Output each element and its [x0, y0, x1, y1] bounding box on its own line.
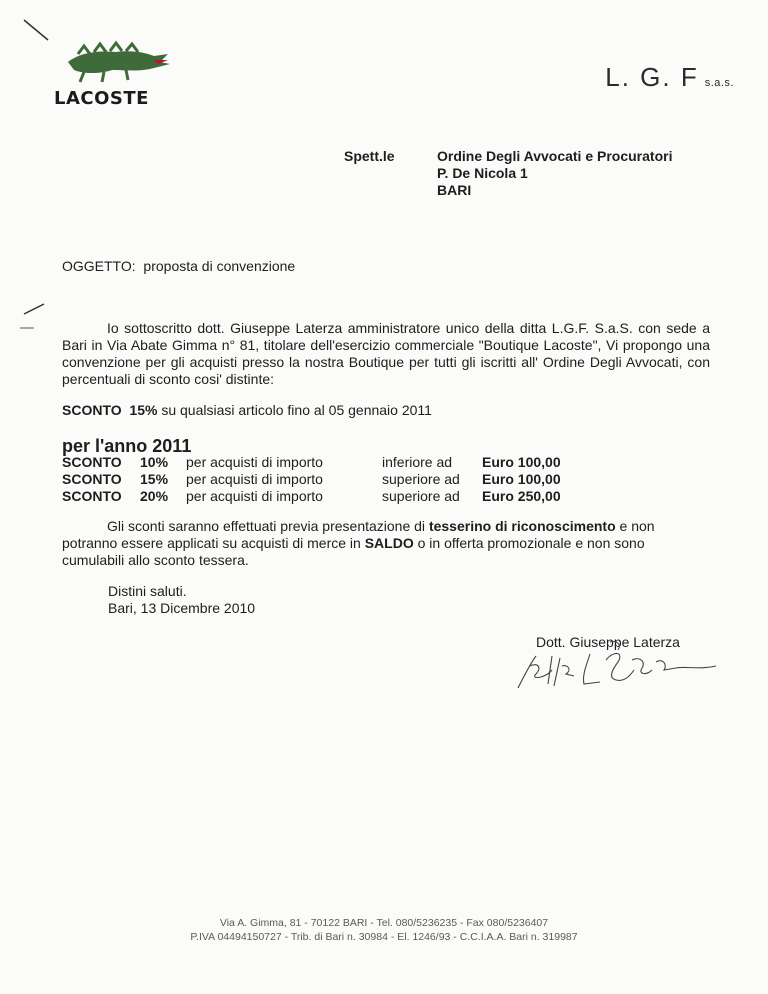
handwritten-signature: [490, 636, 720, 696]
discount-label: SCONTO: [62, 454, 122, 470]
scan-mark: [10, 296, 50, 336]
discount-row: [62, 488, 561, 505]
discount-pct: 10%: [140, 454, 169, 470]
footer: [0, 916, 768, 944]
closing-greeting: Distini saluti.: [108, 583, 187, 599]
discount-label: SCONTO: [62, 471, 122, 487]
logo-text: LACOSTE: [54, 88, 149, 109]
salutation: Spett.le: [344, 148, 395, 164]
discount-condition: superiore ad: [382, 488, 460, 504]
year-heading: per l'anno 2011: [62, 436, 192, 456]
conditions-text: e non potranno essere applicati su acquisti di merce in: [62, 518, 655, 551]
subject-text: proposta di convenzione: [143, 258, 296, 274]
lacoste-logo: [52, 28, 182, 118]
discount-amount: Euro 100,00: [482, 454, 561, 470]
first-discount: [62, 402, 710, 419]
scan-mark: [22, 18, 52, 44]
discount-text: su qualsiasi articolo fino al 05 gennaio 2011: [161, 402, 432, 418]
company-name: [605, 62, 734, 93]
discount-condition: inferiore ad: [382, 454, 453, 470]
discount-table: [62, 454, 561, 505]
conditions-text: Gli sconti saranno effettuati previa presentazione di: [107, 518, 426, 534]
recipient-line: Ordine Degli Avvocati e Procuratori: [437, 148, 673, 164]
company-suffix: s.a.s.: [704, 77, 734, 89]
signatory-name: Dott. Giuseppe Laterza: [536, 634, 680, 650]
intro-paragraph: Io sottoscritto dott. Giuseppe Laterza amministratore unico della ditta L.G.F. S.a.S. con sede a Bari in Via Abate Gimma n° 81, titolare dell'esercizio commerciale "Boutique Lacoste", Vi propongo una convenzione per gli acquisti presso la nostra Boutique per tutti gli iscritti all' Ordine Degli Avvocati, con percentuali di sconto cosi' distinte:: [62, 320, 710, 387]
discount-label: SCONTO: [62, 402, 122, 418]
footer-registration: P.IVA 04494150727 - Trib. di Bari n. 30984 - El. 1246/93 - C.C.I.A.A. Bari n. 319987: [190, 931, 578, 943]
discount-amount: Euro 250,00: [482, 488, 561, 504]
conditions-paragraph: [62, 518, 710, 569]
discount-amount: Euro 100,00: [482, 471, 561, 487]
discount-label: SCONTO: [62, 488, 122, 504]
closing: [108, 583, 255, 617]
subject-label: OGGETTO: [62, 258, 132, 274]
company-title: L. G. F: [605, 62, 699, 92]
discount-row: [62, 454, 561, 471]
subject-line: OGGETTO: proposta di convenzione: [62, 258, 296, 274]
discount-text: per acquisti di importo: [186, 488, 323, 504]
discount-text: per acquisti di importo: [186, 471, 323, 487]
discount-text: per acquisti di importo: [186, 454, 323, 470]
discount-condition: superiore ad: [382, 471, 460, 487]
recipient-address: [437, 148, 672, 199]
recipient-line: P. De Nicola 1: [437, 165, 528, 181]
closing-date: Bari, 13 Dicembre 2010: [108, 600, 256, 616]
conditions-text: o in offerta promozionale e non sono cumulabili allo sconto tessera.: [62, 535, 645, 568]
discount-pct: 15%: [129, 402, 158, 418]
discount-pct: 20%: [140, 488, 169, 504]
footer-address: Via A. Gimma, 81 - 70122 BARI - Tel. 080/5236235 - Fax 080/5236407: [219, 917, 549, 929]
discount-row: [62, 471, 561, 488]
conditions-emphasis: tesserino di riconoscimento: [428, 518, 616, 534]
crocodile-icon: [64, 32, 174, 84]
conditions-emphasis: SALDO: [364, 535, 414, 551]
discount-pct: 15%: [140, 471, 169, 487]
recipient-line: BARI: [437, 182, 472, 198]
